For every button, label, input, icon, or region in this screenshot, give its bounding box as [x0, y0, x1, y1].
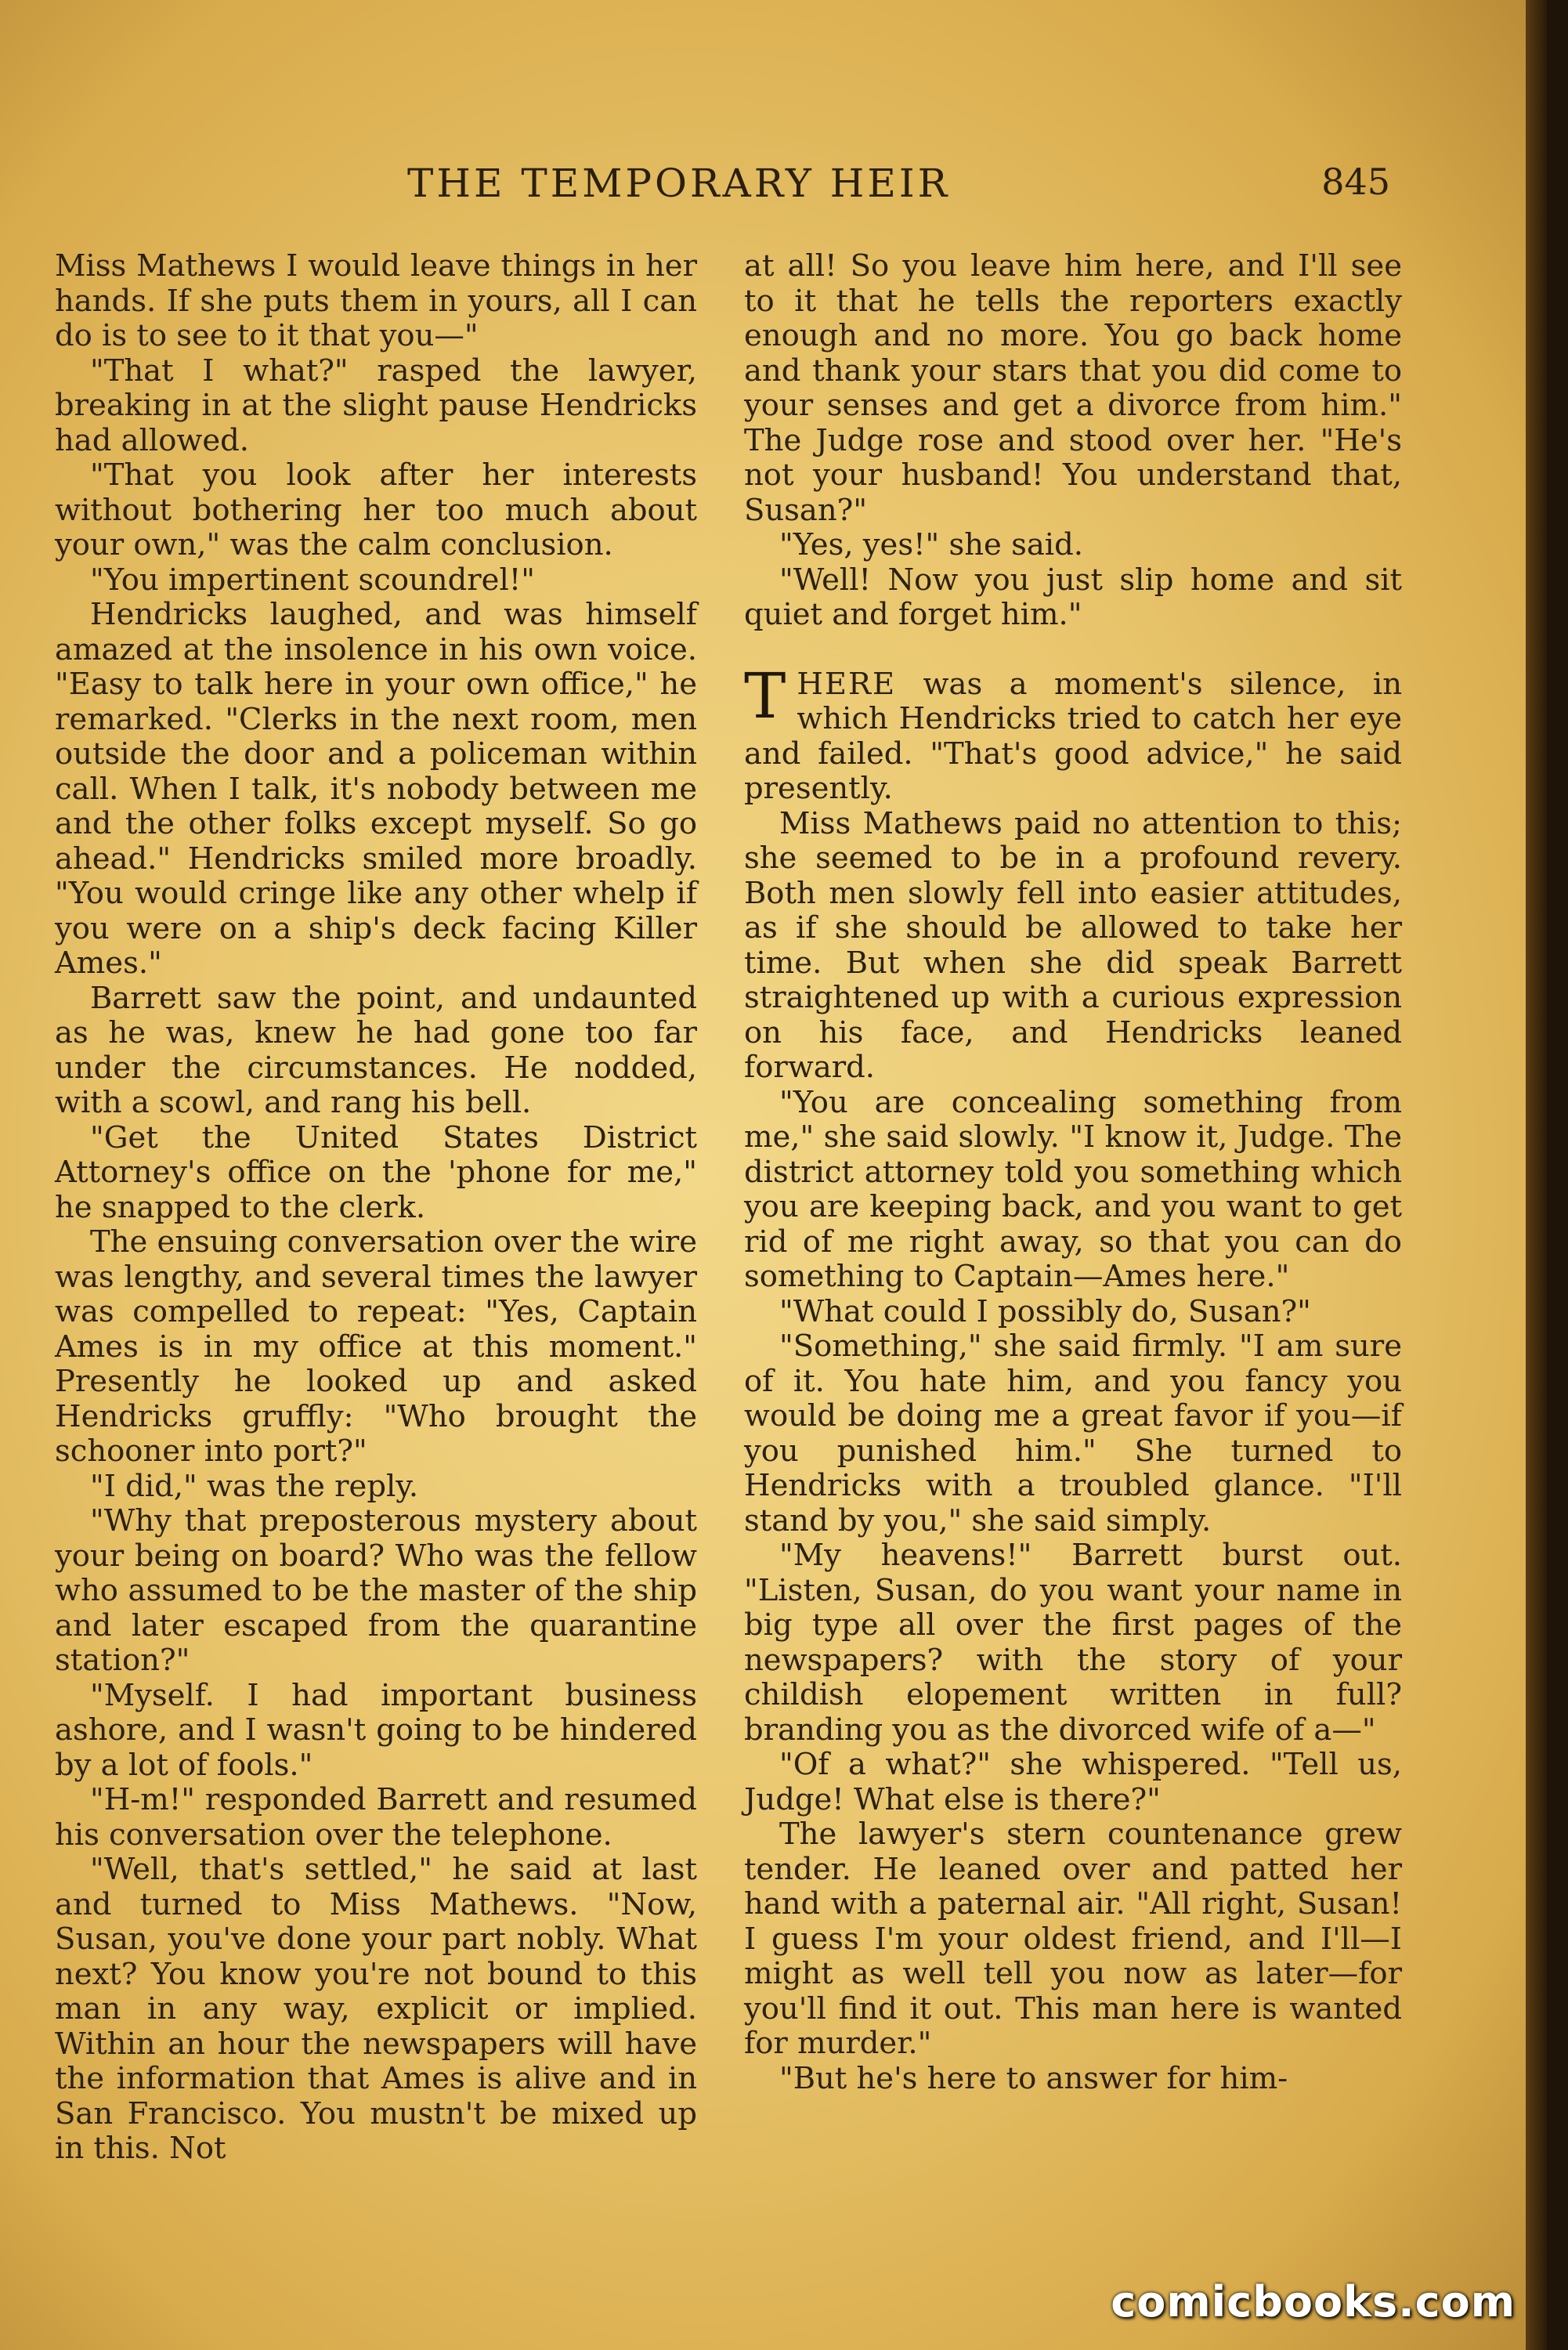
paragraph: "Well! Now you just slip home and sit quiet and forget him." [744, 562, 1402, 632]
paragraph: Miss Mathews I would leave things in her hands. If she puts them in yours, all I can do is to see to it that you—" [55, 248, 697, 353]
section-break [744, 633, 1402, 667]
paragraph: "You impertinent scoundrel!" [90, 562, 535, 598]
right-column-bottom [744, 807, 1402, 2097]
right-column-top [744, 249, 1402, 633]
paragraph: "Of a what?" she whispered. "Tell us, Judge! What else is there?" [744, 1747, 1402, 1817]
paragraph: "H-m!" responded Barrett and resumed his conversation over the telephone. [55, 1782, 697, 1853]
paragraph: "Yes, yes!" she said. [779, 527, 1083, 562]
paragraph: "But he's here to answer for him- [779, 2060, 1288, 2096]
paragraph: "Well, that's settled," he said at last and turned to Miss Mathews. "Now, Susan, you've done your part nobly. What next? You know you're not bound to this man in any way, explicit or implied. Within an hour the newspapers will have the information that Ames is alive and in San Francisco. You mustn't be mixed up in this. Not [55, 1852, 697, 2166]
paragraph: "Something," she said firmly. "I am sure of it. You hate him, and you fancy you would be doing me a great favor if you—if you punished him." She turned to Hendricks with a troubled glance. "I'll stand by you," she said simply. [744, 1329, 1402, 1538]
section-opening-paragraph [744, 659, 1402, 807]
paragraph: at all! So you leave him here, and I'll see to it that he tells the reporters exactly enough and no more. You go back home and thank your stars that you did come to your senses and get a divorce from him." The Judge rose and stood over her. "He's not your husband! You understand that, Susan?" [744, 248, 1402, 528]
paragraph: "Myself. I had important business ashore, and I wasn't going to be hindered by a lot of fools." [55, 1677, 697, 1783]
paragraph: "That I what?" rasped the lawyer, breaking in at the slight pause Hendricks had allowed. [55, 352, 697, 458]
left-column [55, 249, 697, 2167]
page-number: 845 [1321, 161, 1390, 203]
paragraph: "Why that preposterous mystery about your being on board? Who was the fellow who assumed to be the master of the ship and later escaped from the quarantine station?" [55, 1503, 697, 1678]
running-title: THE TEMPORARY HEIR [407, 161, 951, 206]
paragraph: "I did," was the reply. [90, 1468, 419, 1504]
watermark: comicbooks.com [1111, 2277, 1516, 2326]
paragraph: "That you look after her interests without bothering her too much about your own," was the calm conclusion. [55, 457, 697, 562]
right-column [744, 249, 1402, 2096]
paragraph: Hendricks laughed, and was himself amazed at the insolence in his own voice. "Easy to talk here in your own office," he remarked. "Clerks in the next room, men outside the door and a policeman within call. When I talk, it's nobody between me and the other folks except myself. So go ahead." Hendricks smiled more broadly. "You would cringe like any other whelp if you were on a ship's deck facing Killer Ames." [55, 597, 697, 981]
opening-text: was a moment's silence, in which Hendricks tried to catch her eye and failed. "That's good advice," he said presently. [744, 666, 1402, 806]
page-header [0, 161, 1547, 208]
paragraph: "Get the United States District Attorney's office on the 'phone for me," he snapped to the clerk. [55, 1119, 697, 1225]
paragraph: "What could I possibly do, Susan?" [779, 1293, 1311, 1329]
page-spine-edge [1526, 0, 1547, 2350]
paragraph: "My heavens!" Barrett burst out. "Listen, Susan, do you want your name in big type all over the first pages of the newspapers? with the story of your childish elopement written in full? branding you as the divorced wife of a—" [744, 1538, 1402, 1748]
paragraph: The ensuing conversation over the wire was lengthy, and several times the lawyer was compelled to repeat: "Yes, Captain Ames is in my office at this moment." Presently he looked up and asked Hendricks gruffly: "Who brought the schooner into port?" [55, 1224, 697, 1469]
paragraph: Barrett saw the point, and undaunted as he was, knew he had gone too far under the circumstances. He nodded, with a scowl, and rang his bell. [55, 980, 697, 1120]
paragraph: "You are concealing something from me," she said slowly. "I know it, Judge. The district attorney told you something which you are keeping back, and you want to get rid of me right away, so that you can do something to Captain—Ames here." [744, 1084, 1402, 1294]
paragraph: Miss Mathews paid no attention to this; she seemed to be in a profound revery. Both men slowly fell into easier attitudes, as if she should be allowed to take her time. But when she did speak Barrett straightened up with a curious expression on his face, and Hendricks leaned forward. [744, 805, 1402, 1085]
opening-caps: HERE [797, 666, 897, 702]
drop-cap: T [744, 659, 786, 732]
paragraph: The lawyer's stern countenance grew tender. He leaned over and patted her hand with a paternal air. "All right, Susan! I guess I'm your oldest friend, and I'll—I might as well tell you now as later—for you'll find it out. This man here is wanted for murder." [744, 1817, 1402, 2061]
